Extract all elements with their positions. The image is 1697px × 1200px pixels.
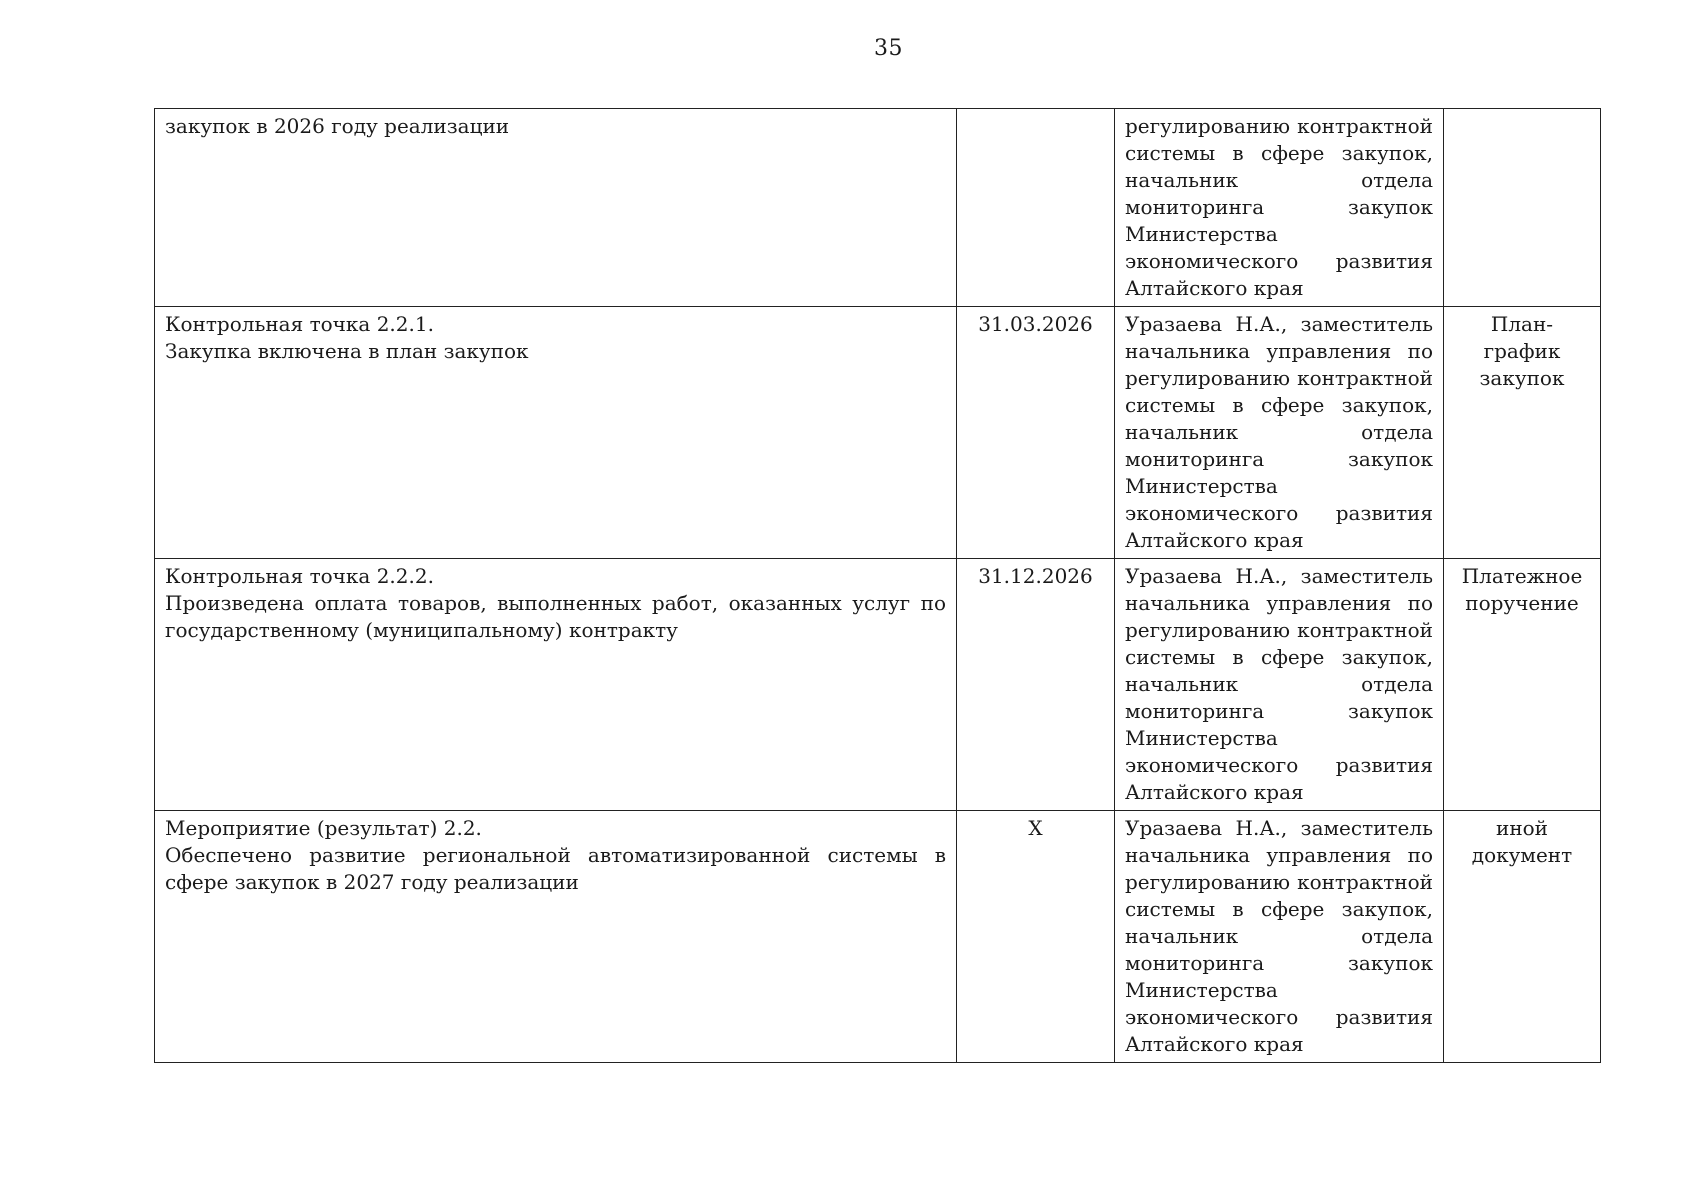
responsible-line: Министерства	[1125, 222, 1278, 246]
description-title: Мероприятие (результат) 2.2.	[165, 816, 482, 840]
responsible-line: мониторинга закупок	[1125, 699, 1433, 723]
responsible-line: начальника управления по	[1125, 339, 1433, 363]
responsible-cell	[1115, 307, 1444, 559]
responsible-cell	[1115, 811, 1444, 1063]
responsible-line: начальник отдела	[1125, 924, 1433, 948]
responsible-line: Алтайского края	[1125, 276, 1304, 300]
responsible-line: Министерства	[1125, 726, 1278, 750]
document-cell: План-график закупок	[1444, 307, 1601, 559]
responsible-line: регулированию контрактной	[1125, 114, 1433, 138]
responsible-line: регулированию контрактной	[1125, 870, 1433, 894]
responsible-cell	[1115, 559, 1444, 811]
table-row	[155, 307, 1601, 559]
date-cell: 31.03.2026	[957, 307, 1115, 559]
description-title: Контрольная точка 2.2.1.	[165, 312, 434, 336]
responsible-line: системы в сфере закупок,	[1125, 141, 1433, 165]
responsible-line: мониторинга закупок	[1125, 195, 1433, 219]
description-text: Обеспечено развитие региональной автоматизированной системы в сфере закупок в 2027 году реализации	[165, 843, 946, 894]
responsible-line: экономического развития	[1125, 501, 1433, 525]
responsible-line: начальник отдела	[1125, 672, 1433, 696]
responsible-line: Министерства	[1125, 474, 1278, 498]
plan-table	[154, 108, 1601, 1063]
document-cell: Платежное поручение	[1444, 559, 1601, 811]
description-cell	[155, 559, 957, 811]
responsible-line: Уразаева Н.А., заместитель	[1125, 564, 1433, 588]
responsible-line: мониторинга закупок	[1125, 951, 1433, 975]
responsible-line: начальник отдела	[1125, 168, 1433, 192]
responsible-line: экономического развития	[1125, 1005, 1433, 1029]
responsible-line: регулированию контрактной	[1125, 618, 1433, 642]
responsible-line: начальник отдела	[1125, 420, 1433, 444]
responsible-line: системы в сфере закупок,	[1125, 645, 1433, 669]
responsible-line: начальника управления по	[1125, 843, 1433, 867]
description-title: Контрольная точка 2.2.2.	[165, 564, 434, 588]
description-cell	[155, 109, 957, 307]
responsible-line: мониторинга закупок	[1125, 447, 1433, 471]
responsible-line: Министерства	[1125, 978, 1278, 1002]
responsible-line: регулированию контрактной	[1125, 366, 1433, 390]
date-cell: 31.12.2026	[957, 559, 1115, 811]
responsible-line: системы в сфере закупок,	[1125, 897, 1433, 921]
responsible-line: Алтайского края	[1125, 780, 1304, 804]
date-cell	[957, 109, 1115, 307]
responsible-line: Алтайского края	[1125, 1032, 1304, 1056]
table-row	[155, 811, 1601, 1063]
document-cell	[1444, 109, 1601, 307]
description-text: Закупка включена в план закупок	[165, 339, 529, 363]
responsible-line: системы в сфере закупок,	[1125, 393, 1433, 417]
responsible-line: Алтайского края	[1125, 528, 1304, 552]
responsible-cell	[1115, 109, 1444, 307]
description-text: Произведена оплата товаров, выполненных работ, оказанных услуг по государственному (муниципальному) контракту	[165, 591, 946, 642]
document-cell: иной документ	[1444, 811, 1601, 1063]
responsible-line: Уразаева Н.А., заместитель	[1125, 816, 1433, 840]
table-row	[155, 559, 1601, 811]
page-number: 35	[874, 36, 903, 61]
responsible-line: начальника управления по	[1125, 591, 1433, 615]
description-cell	[155, 811, 957, 1063]
responsible-line: экономического развития	[1125, 753, 1433, 777]
responsible-line: экономического развития	[1125, 249, 1433, 273]
table-row	[155, 109, 1601, 307]
responsible-line: Уразаева Н.А., заместитель	[1125, 312, 1433, 336]
description-cell	[155, 307, 957, 559]
description-text: закупок в 2026 году реализации	[165, 114, 510, 138]
date-cell: Х	[957, 811, 1115, 1063]
